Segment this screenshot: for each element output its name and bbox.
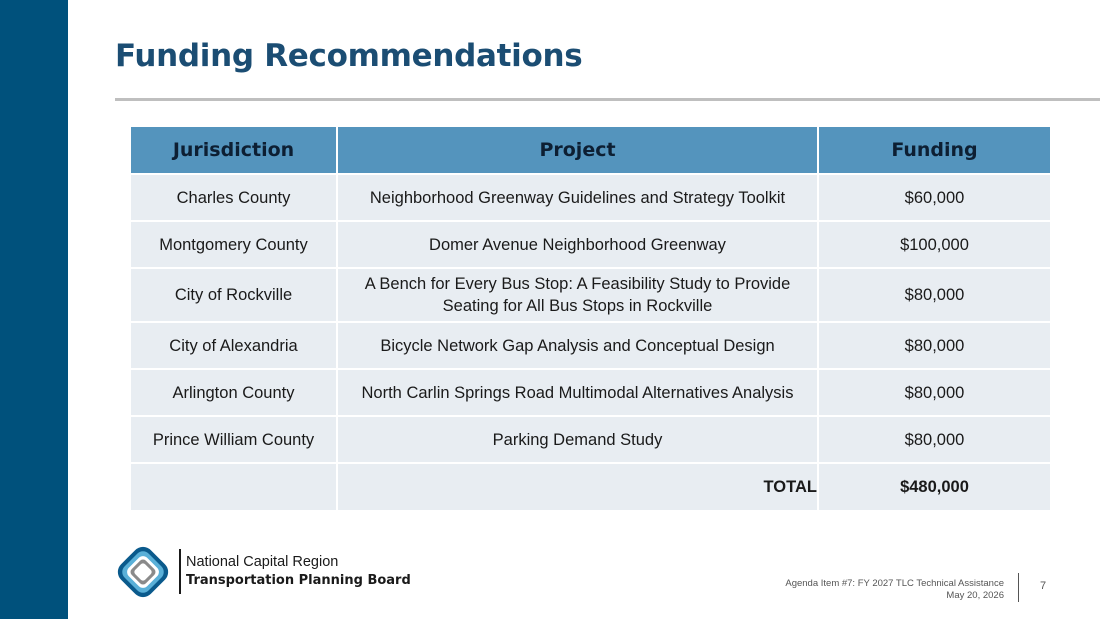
cell-jurisdiction: City of Alexandria xyxy=(131,322,337,369)
cell-project-line2: Seating for All Bus Stops in Rockville xyxy=(442,297,713,315)
cell-funding: $80,000 xyxy=(818,322,1050,369)
funding-table xyxy=(131,127,1050,510)
table-row xyxy=(131,174,1050,221)
total-label: TOTAL xyxy=(337,463,818,510)
footer-agenda: Agenda Item #7: FY 2027 TLC Technical Assistance xyxy=(785,578,1004,589)
cell-funding: $80,000 xyxy=(818,369,1050,416)
table-row xyxy=(131,322,1050,369)
logo-board-name: Transportation Planning Board xyxy=(186,573,411,588)
cell-funding: $80,000 xyxy=(818,268,1050,322)
table-row xyxy=(131,268,1050,322)
table-row xyxy=(131,416,1050,463)
cell-jurisdiction: Arlington County xyxy=(131,369,337,416)
slide-title: Funding Recommendations xyxy=(115,38,583,74)
total-empty-cell xyxy=(131,463,337,510)
total-row xyxy=(131,463,1050,510)
table-row xyxy=(131,369,1050,416)
cell-jurisdiction: City of Rockville xyxy=(131,268,337,322)
cell-jurisdiction: Prince William County xyxy=(131,416,337,463)
logo-org-name: National Capital Region xyxy=(186,554,339,570)
cell-funding: $100,000 xyxy=(818,221,1050,268)
cell-project-line1: A Bench for Every Bus Stop: A Feasibility Study to Provide xyxy=(364,275,791,293)
tpb-logo-icon xyxy=(113,542,173,602)
cell-funding: $80,000 xyxy=(818,416,1050,463)
footer-divider xyxy=(1018,573,1019,602)
header-funding: Funding xyxy=(818,127,1050,174)
cell-project: Neighborhood Greenway Guidelines and Strategy Toolkit xyxy=(337,174,818,221)
cell-project: Parking Demand Study xyxy=(337,416,818,463)
title-divider xyxy=(115,98,1100,101)
left-accent-bar xyxy=(0,0,68,619)
cell-project: Domer Avenue Neighborhood Greenway xyxy=(337,221,818,268)
total-value: $480,000 xyxy=(818,463,1050,510)
cell-project xyxy=(337,268,818,322)
cell-jurisdiction: Charles County xyxy=(131,174,337,221)
cell-project: Bicycle Network Gap Analysis and Conceptual Design xyxy=(337,322,818,369)
cell-project: North Carlin Springs Road Multimodal Alternatives Analysis xyxy=(337,369,818,416)
footer-caption xyxy=(684,578,1004,602)
cell-funding: $60,000 xyxy=(818,174,1050,221)
table-header-row xyxy=(131,127,1050,174)
page-number: 7 xyxy=(1040,580,1047,592)
header-jurisdiction: Jurisdiction xyxy=(131,127,337,174)
header-project: Project xyxy=(337,127,818,174)
footer-date: May 20, 2026 xyxy=(946,590,1004,601)
logo-divider xyxy=(179,549,181,594)
cell-jurisdiction: Montgomery County xyxy=(131,221,337,268)
table-row xyxy=(131,221,1050,268)
